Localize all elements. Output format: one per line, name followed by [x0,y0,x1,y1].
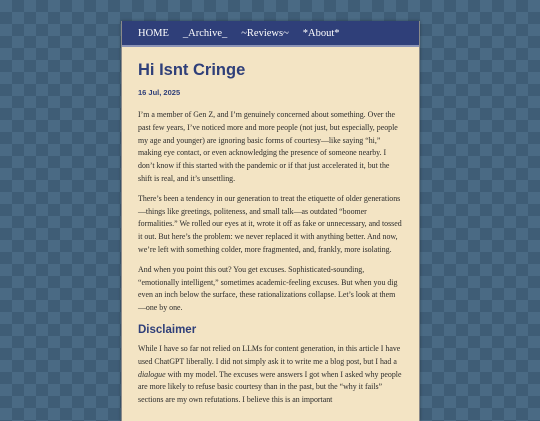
disclaimer-paragraph [138,343,403,407]
post-paragraph: And when you point this out? You get excuses. Sophisticated-sounding, “emotionally intelligent,” sometimes academic-feeling excuses. But when you dig even an inch below the surface, these rationalizations collapse. Let’s look at them—one by one. [138,264,398,313]
disclaimer-text-end: with my model. The excuses were answers I got when I asked why people are more likely to refuse basic courtesy than in the past, but the “why it fails” sections are my own refutations. I believe this is an important [138,369,402,405]
post-article [122,61,419,407]
post-date: 16 Jul, 2025 [138,88,181,97]
nav-link-reviews[interactable]: ~Reviews~ [241,27,289,39]
page-container [121,21,420,421]
post-paragraph: There’s been a tendency in our generation to treat the etiquette of older generations—things like greetings, politeness, and small talk—as outdated “boomer formalities.” We rolled our eyes at it, wrote it off as fake or unnecessary, and tossed it out. But here’s the problem: we never replaced it with anything better. And now, we’re left with something colder, more fragmented, and, frankly, more isolating. [138,193,402,254]
post-title: Hi Isnt Cringe [138,61,246,79]
disclaimer-emphasis: dialogue [138,369,166,379]
post-paragraph: I’m a member of Gen Z, and I’m genuinely concerned about something. Over the past few years, I’ve noticed more and more people (not just, but especially, people my age and younger) are ignoring basic forms of courtesy—like saying “hi,” making eye contact, or even acknowledging the presence of someone nearby. I don’t know if this started with the pandemic or if that just accelerated it, but the shift is real, and it’s unsettling. [138,110,398,183]
nav-link-about[interactable]: *About* [302,27,340,39]
disclaimer-text-start: While I have so far not relied on LLMs for content generation, in this article I have used ChatGPT liberally. I did not simply ask it to write me a blog post, but I had a [138,343,401,366]
section-heading-disclaimer: Disclaimer [138,323,197,336]
top-nav [122,21,419,47]
nav-link-archive[interactable]: _Archive_ [182,27,228,39]
nav-link-home[interactable]: HOME [138,27,169,39]
